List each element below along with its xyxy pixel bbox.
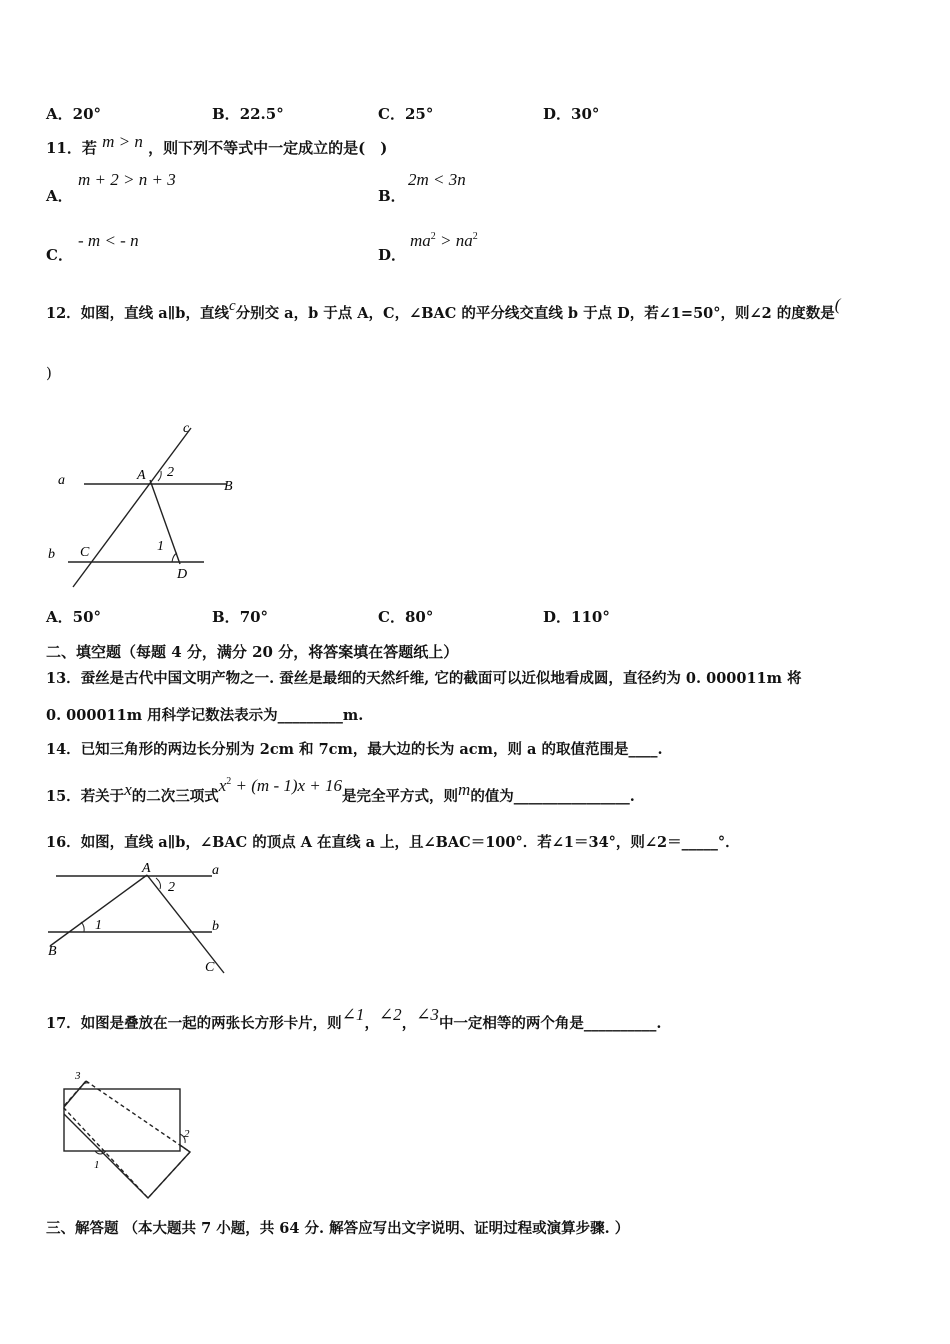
q12-option-c: C．80° — [378, 608, 434, 626]
card-tilted-edge-bottom — [64, 1114, 190, 1198]
label-2: 2 — [168, 880, 175, 895]
q14-stem: 14．已知三角形的两边长分别为 2cm 和 7cm，最大边的长为 acm，则 a 的取值范围是____. — [46, 741, 663, 758]
q11-stem: 11．若 m > n ，则下列不等式中一定成立的是( ) — [46, 132, 388, 157]
q15-stem: 15．若关于x的二次三项式$x^2 + (m - 1)x + 16$是完全平方式，则m的值为________________. — [46, 776, 635, 805]
label-1: 1 — [94, 1159, 100, 1171]
q10-option-d: D．30° — [543, 105, 600, 123]
q12-stem: 12．如图，直线 a∥b，直线c分别交 a，b 于点 A，C，∠BAC 的平分线交直线 b 于点 D，若∠1=50°，则∠2 的度数是( — [46, 295, 841, 322]
q11-option-b-expr: 2m < 3n — [408, 170, 466, 189]
q11-option-d-letter: D． — [378, 246, 407, 264]
q12-close-paren: ) — [46, 364, 52, 382]
q11-option-c-letter: C． — [46, 246, 73, 264]
angle-3-arc — [80, 1083, 88, 1089]
segment-ad — [150, 480, 180, 564]
q11-option-c-expr: - m < - n — [78, 231, 139, 250]
q11-option-a-letter: A． — [46, 187, 73, 205]
q12-option-a: A．50° — [46, 608, 102, 626]
q11-option-b-letter: B． — [378, 187, 406, 205]
section-2-heading: 二、填空题（每题 4 分，满分 20 分，将答案填在答题纸上） — [46, 643, 459, 661]
label-D: D — [177, 567, 188, 582]
line-c — [73, 428, 191, 587]
q16-figure — [44, 855, 234, 977]
q10-option-c: C．25° — [378, 105, 434, 123]
label-a: a — [58, 473, 65, 488]
section-3-heading: 三、解答题 （本大题共 7 小题，共 64 分. 解答应写出文字说明、证明过程或演算步骤. ） — [46, 1220, 630, 1237]
label-C: C — [205, 960, 215, 975]
label-2: 2 — [184, 1128, 190, 1140]
label-2: 2 — [167, 465, 174, 480]
label-C: C — [80, 545, 90, 560]
q17-figure — [60, 1062, 200, 1204]
q11-option-a-expr: m + 2 > n + 3 — [78, 170, 176, 189]
label-c: c — [183, 421, 190, 436]
q12-option-d: D．110° — [543, 608, 610, 626]
q12-figure — [44, 418, 244, 590]
ray-ab — [50, 875, 147, 946]
q16-stem: 16．如图，直线 a∥b，∠BAC 的顶点 A 在直线 a 上，且∠BAC＝100°．若∠1＝34°，则∠2＝_____°． — [46, 834, 740, 851]
q13-line1: 13．蚕丝是古代中国文明产物之一. 蚕丝是最细的天然纤维, 它的截面可以近似地看成圆，直径约为 0. 000011m 将 — [46, 670, 802, 687]
q12-option-b: B．70° — [212, 608, 269, 626]
card-tilted-hidden — [63, 1081, 190, 1198]
q10-option-b: B．22.5° — [212, 105, 284, 123]
label-B: B — [48, 944, 57, 959]
label-A: A — [142, 861, 151, 876]
label-3: 3 — [75, 1070, 81, 1082]
label-1: 1 — [95, 918, 102, 933]
label-A: A — [137, 468, 146, 483]
label-b: b — [48, 547, 55, 562]
q11-option-d-expr: $ma^2 > na^2$ — [410, 231, 478, 250]
label-b: b — [212, 919, 219, 934]
label-1: 1 — [157, 539, 164, 554]
q10-option-a: A．20° — [46, 105, 102, 123]
label-B: B — [224, 479, 233, 494]
q13-line2: 0. 000011m 用科学记数法表示为_________m. — [46, 707, 364, 724]
label-a: a — [212, 863, 219, 878]
card-horizontal — [64, 1089, 180, 1151]
q17-stem: 17．如图是叠放在一起的两张长方形卡片，则∠1，∠2，∠3中一定相等的两个角是__________. — [46, 1005, 662, 1032]
